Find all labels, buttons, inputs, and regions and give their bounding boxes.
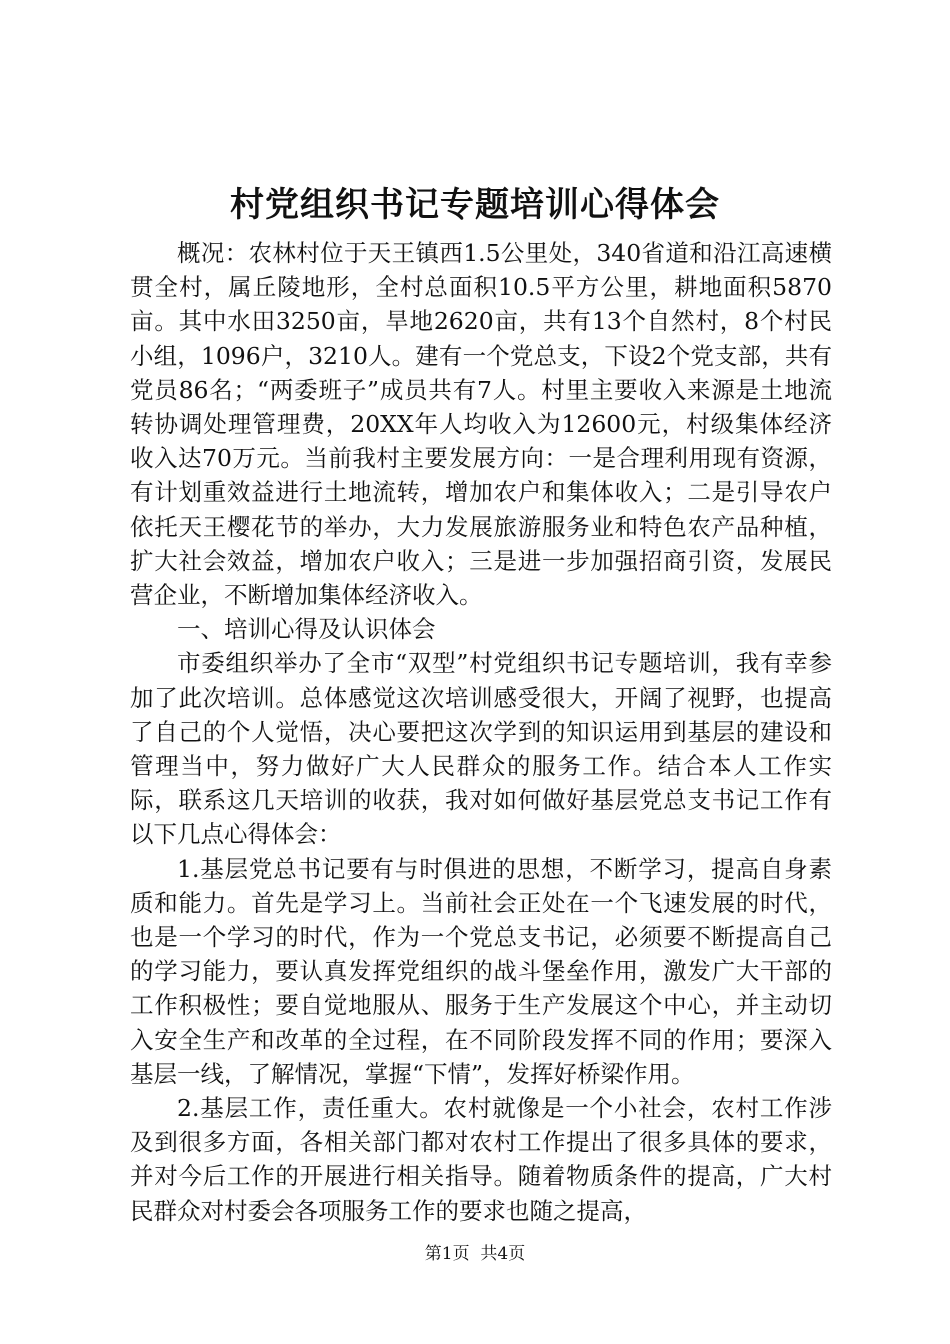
page-number: 第1页 [424, 1244, 470, 1264]
paragraph-point-2: 2.基层工作，责任重大。农村就像是一个小社会，农村工作涉及到很多方面，各相关部门都对农村工作提出了很多具体的要求，并对今后工作的开展进行相关指导。随着物质条件的提高，广大村民群众对村委会各项服务工作的要求也随之提高， [130, 1094, 832, 1225]
page-footer [0, 1242, 950, 1266]
document-title: 村党组织书记专题培训心得体会 [230, 185, 720, 225]
paragraph-point-1: 1.基层党总书记要有与时俱进的思想，不断学习，提高自身素质和能力。首先是学习上。当前社会正处在一个飞速发展的时代，也是一个学习的时代，作为一个党总支书记，必须要不断提高自己的学习能力，要认真发挥党组织的战斗堡垒作用，激发广大干部的工作积极性；要自觉地服从、服务于生产发展这个中心，并主动切入安全生产和改革的全过程，在不同阶段发挥不同的作用；要深入基层一线，了解情况，掌握“下情”，发挥好桥梁作用。 [130, 854, 832, 1088]
page-total: 共4页 [480, 1244, 526, 1264]
paragraph-overview: 概况：农林村位于天王镇西1.5公里处，340省道和沿江高速横贯全村，属丘陵地形，全村总面积10.5平方公里，耕地面积5870亩。其中水田3250亩，旱地2620亩，共有13个自然村，8个村民小组，1096户，3210人。建有一个党总支，下设2个党支部，共有党员86名；“两委班子”成员共有7人。村里主要收入来源是土地流转协调处理管理费，20XX年人均收入为12600元，村级集体经济收入达70万元。当前我村主要发展方向：一是合理利用现有资源，有计划重效益进行土地流转，增加农户和集体收入；二是引导农户依托天王樱花节的举办，大力发展旅游服务业和特色农产品种植，扩大社会效益，增加农户收入；三是进一步加强招商引资，发展民营企业，不断增加集体经济收入。 [130, 239, 832, 610]
section-heading: 一、培训心得及认识体会 [177, 615, 436, 644]
document-body [130, 236, 832, 1228]
paragraph-intro: 市委组织举办了全市“双型”村党组织书记专题培训，我有幸参加了此次培训。总体感觉这次培训感受很大，开阔了视野，也提高了自己的个人觉悟，决心要把这次学到的知识运用到基层的建设和管理当中，努力做好广大人民群众的服务工作。结合本人工作实际，联系这几天培训的收获，我对如何做好基层党总支书记工作有以下几点心得体会： [130, 649, 832, 849]
